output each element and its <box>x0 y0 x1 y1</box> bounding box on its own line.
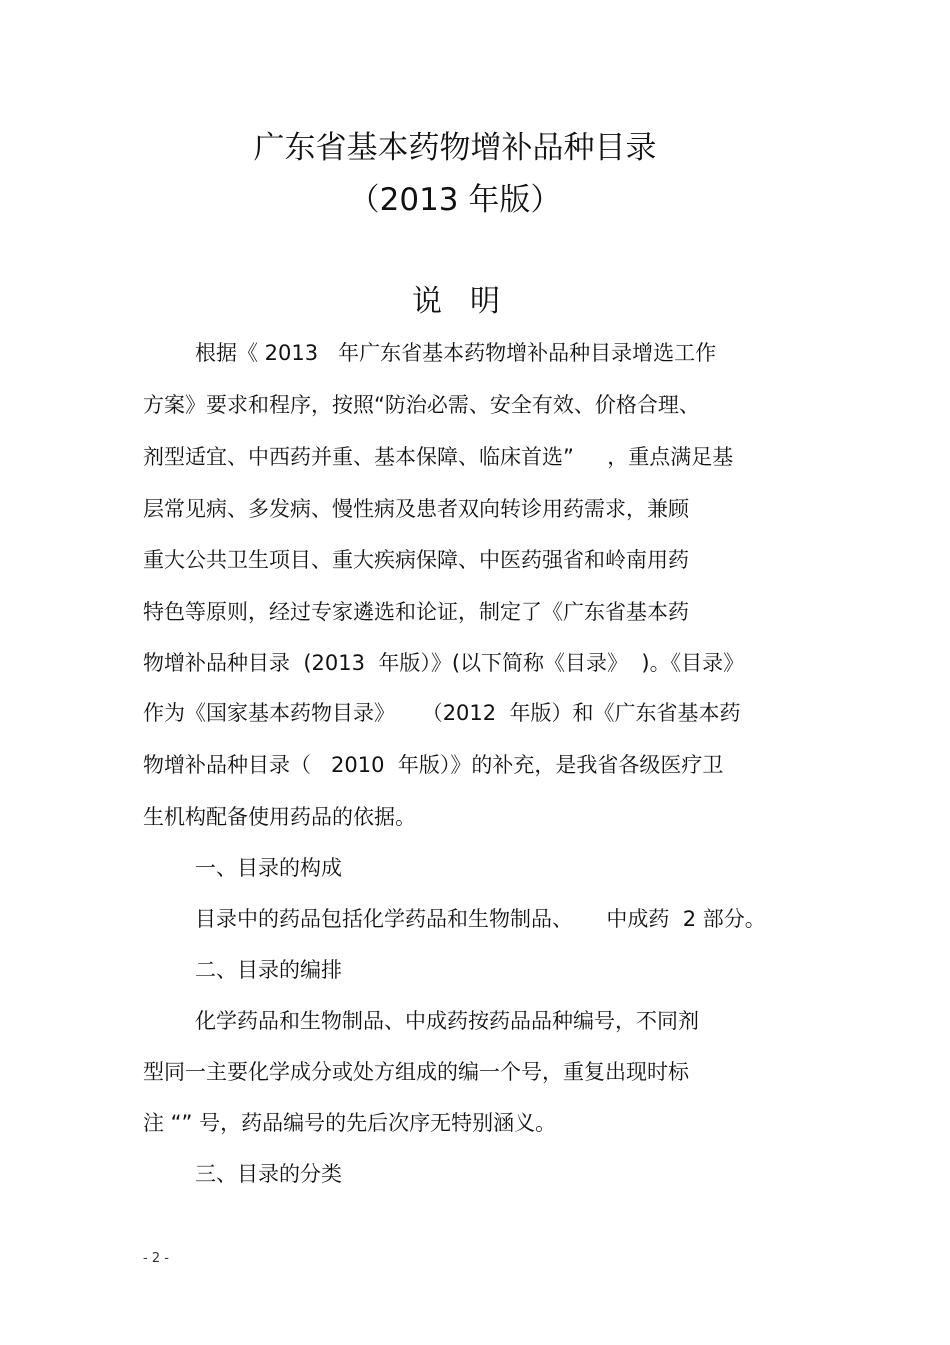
body-line-composition: 目录中的药品包括化学药品和生物制品、 中成药 2 部分。 <box>195 907 766 931</box>
body-line-10: 生机构配备使用药品的依据。 <box>143 805 416 829</box>
document-title: 广东省基本药物增补品种目录 <box>253 130 657 166</box>
body-line-arrangement-1: 化学药品和生物制品、中成药按药品品种编号，不同剂 <box>195 1009 699 1033</box>
subheading-composition: 一、目录的构成 <box>195 856 342 880</box>
section-heading: 说明 <box>412 284 528 319</box>
body-line-8: 作为《国家基本药物目录》 （2012 年版）和《广东省基本药 <box>143 701 741 725</box>
body-line-6: 特色等原则，经过专家遴选和论证，制定了《广东省基本药 <box>143 600 689 624</box>
body-line-arrangement-3: 注 “” 号，药品编号的先后次序无特别涵义。 <box>143 1111 557 1135</box>
body-line-7: 物增补品种目录 (2013 年版）》(以下简称《目录》 )。《目录》 <box>143 651 745 675</box>
body-line-4: 层常见病、多发病、慢性病及患者双向转诊用药需求，兼顾 <box>143 497 689 521</box>
body-line-1: 根据《 2013 年广东省基本药物增补品种目录增选工作 <box>195 341 717 365</box>
page-number: - 2 - <box>143 1251 169 1266</box>
subheading-classification: 三、目录的分类 <box>195 1162 342 1186</box>
body-line-arrangement-2: 型同一主要化学成分或处方组成的编一个号，重复出现时标 <box>143 1060 689 1084</box>
body-line-5: 重大公共卫生项目、重大疾病保障、中医药强省和岭南用药 <box>143 548 689 572</box>
body-line-3: 剂型适宜、中西药并重、基本保障、临床首选” ，重点满足基 <box>143 445 734 469</box>
body-line-2: 方案》要求和程序，按照“防治必需、安全有效、价格合理、 <box>143 393 700 417</box>
subheading-arrangement: 二、目录的编排 <box>195 958 342 982</box>
body-line-9: 物增补品种目录（ 2010 年版）》的补充，是我省各级医疗卫 <box>143 753 724 777</box>
document-edition: （2013 年版） <box>348 182 562 218</box>
